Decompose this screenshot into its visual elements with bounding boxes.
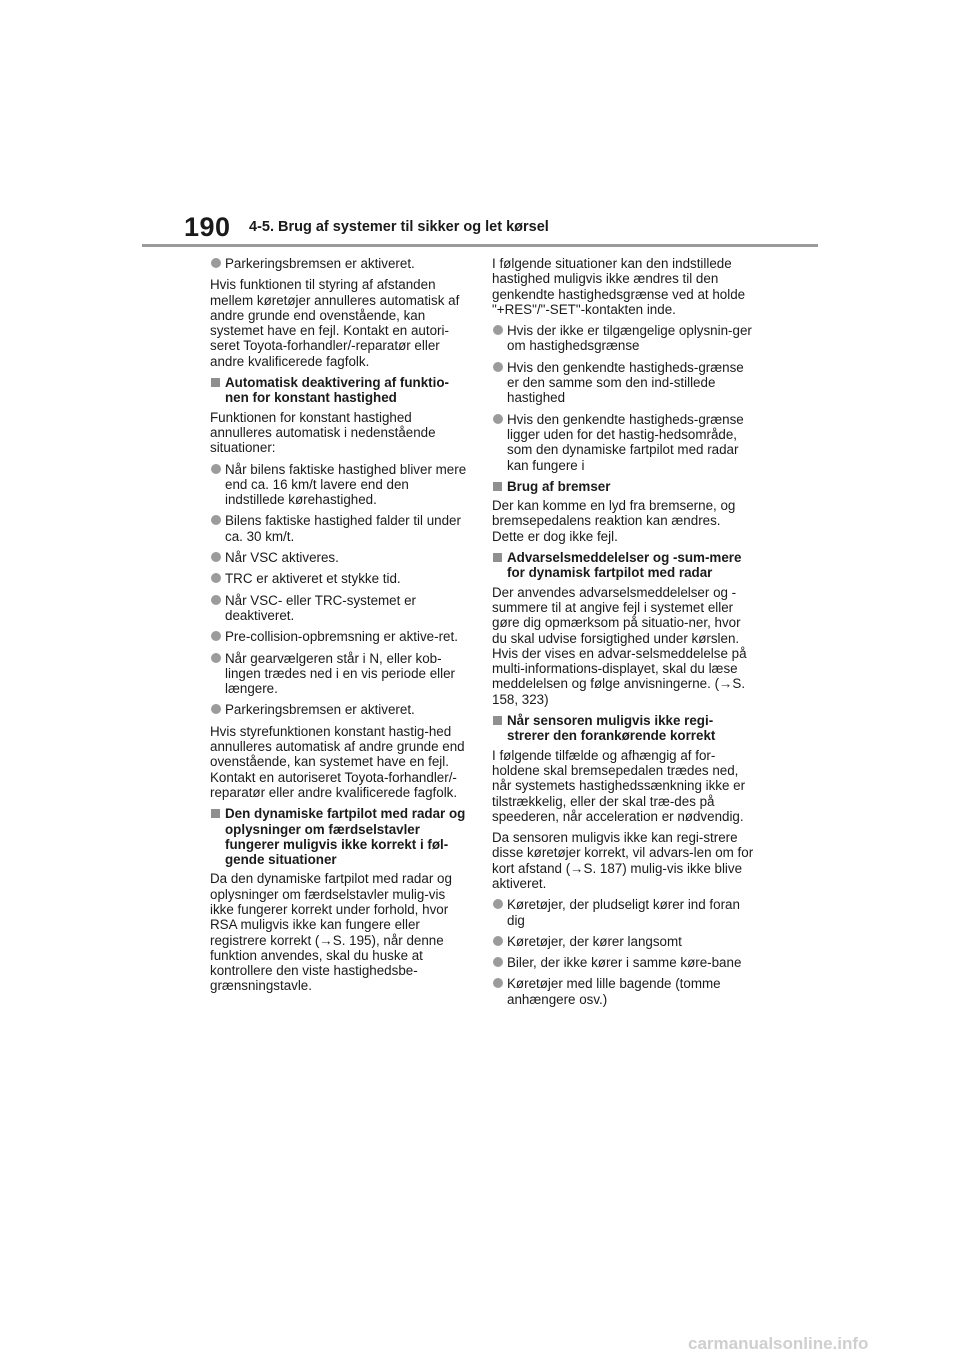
bullet-dot-icon: [493, 362, 503, 372]
bullet-text: Køretøjer, der pludseligt kører ind foran dig: [507, 897, 740, 928]
paragraph: [492, 256, 754, 317]
bullet-dot-icon: [493, 414, 503, 424]
bullet-text: Køretøjer, der kører langsomt: [507, 933, 682, 949]
bullet-dot-icon: [493, 936, 503, 946]
section-heading: [492, 479, 754, 494]
chapter-title: 4-5. Brug af systemer til sikker og let kørsel: [249, 219, 549, 235]
bullet-dot-icon: [211, 704, 221, 714]
right-column: [492, 256, 754, 1013]
bullet-item: [210, 462, 468, 508]
paragraph-text: Der anvendes advarselsmeddelelser og -summere til at angive fejl i systemet eller gøre dig opmærksom på situatio-ner, hvor du skal udvise forsigtighed under kørslen. Hvis der vises en advar-selsmeddelelse på multi-informations-displayet, skal du læse meddelelsen og følge anvisningerne. (→S. 158, 323): [492, 584, 747, 707]
bullet-text: Hvis den genkendte hastigheds-grænse ligger uden for det hastig-hedsområde, som den dynamiske fartpilot med radar kan fungere i: [507, 411, 744, 473]
watermark: carmanualsonline.info: [688, 1334, 869, 1353]
paragraph: [210, 277, 468, 369]
bullet-item: [210, 702, 468, 717]
bullet-dot-icon: [211, 595, 221, 605]
bullet-dot-icon: [211, 515, 221, 525]
paragraph-text: Der kan komme en lyd fra bremserne, og bremsepedalens reaktion kan ændres. Dette er dog ikke fejl.: [492, 498, 736, 544]
paragraph: [210, 410, 468, 456]
left-column: [210, 256, 468, 1000]
bullet-dot-icon: [493, 957, 503, 967]
bullet-text: Hvis der ikke er tilgængelige oplysnin-ger om hastighedsgrænse: [507, 323, 752, 354]
bullet-dot-icon: [211, 573, 221, 583]
bullet-dot-icon: [211, 464, 221, 474]
section-heading: [210, 806, 468, 867]
header-rule: [142, 244, 818, 247]
paragraph-text: Funktionen for konstant hastighed annulleres automatisk i nedenstående situationer:: [210, 409, 436, 456]
heading-text: Automatisk deaktivering af funktio-nen for konstant hastighed: [225, 375, 449, 406]
bullet-item: [210, 629, 468, 644]
bullet-item: [210, 550, 468, 565]
heading-text: Advarselsmeddelelser og -sum-mere for dynamisk fartpilot med radar: [507, 550, 742, 581]
bullet-text: Når gearvælgeren står i N, eller kob-lingen trædes ned i en vis periode eller længere.: [225, 650, 456, 697]
bullet-text: Parkeringsbremsen er aktiveret.: [225, 256, 415, 271]
heading-text: Den dynamiske fartpilot med radar og oplysninger om færdselstavler fungerer muligvis ikke korrekt i føl-gende situationer: [225, 806, 466, 868]
square-marker-icon: [493, 482, 502, 491]
bullet-item: [210, 651, 468, 697]
bullet-dot-icon: [211, 631, 221, 641]
bullet-item: [492, 323, 754, 354]
paragraph: [210, 871, 468, 993]
section-heading: [210, 375, 468, 406]
bullet-text: Når bilens faktiske hastighed bliver mere end ca. 16 km/t lavere end den indstillede kørehastighed.: [225, 461, 467, 508]
heading-text: Brug af bremser: [507, 478, 611, 494]
bullet-item: [210, 571, 468, 586]
paragraph-text: Hvis styrefunktionen konstant hastig-hed annulleres automatisk af andre grunde end ovenstående, kan systemet have en fejl. Kontakt en autoriseret Toyota-forhandler/-reparatør eller andre kvalificerede fagfolk.: [210, 723, 465, 800]
paragraph: [492, 748, 754, 824]
bullet-text: Hvis den genkendte hastigheds-grænse er den samme som den ind-stillede hastighed: [507, 359, 744, 406]
paragraph: [492, 585, 754, 707]
bullet-item: [492, 360, 754, 406]
square-marker-icon: [493, 553, 502, 562]
page-header: [0, 0, 960, 250]
paragraph-text: I følgende situationer kan den indstillede hastighed muligvis ikke ændres til den genkendte hastighedsgrænse ved at holde "+RES"/"-SET"-kontakten inde.: [492, 256, 746, 317]
bullet-text: Når VSC aktiveres.: [225, 550, 339, 566]
bullet-dot-icon: [493, 978, 503, 988]
bullet-dot-icon: [211, 258, 221, 268]
paragraph-text: Da den dynamiske fartpilot med radar og oplysninger om færdselstavler mulig-vis ikke fungerer korrekt under forhold, hvor RSA muligvis ikke kan fungere eller registrere korrekt (→S. 195), når denne funktion anvendes, skal du huske at kontrollere den viste hastighedsbe-grænsningstavle.: [210, 871, 452, 994]
bullet-item: [492, 976, 754, 1007]
paragraph: [492, 830, 754, 891]
square-marker-icon: [493, 716, 502, 725]
section-heading: [492, 550, 754, 581]
bullet-item: [492, 955, 754, 970]
bullet-dot-icon: [211, 552, 221, 562]
paragraph: [492, 498, 754, 544]
bullet-item: [210, 513, 468, 544]
bullet-item: [210, 593, 468, 624]
section-heading: [492, 713, 754, 744]
paragraph-text: Hvis funktionen til styring af afstanden mellem køretøjer annulleres automatisk af andre grunde end ovenstående, kan systemet have en fejl. Kontakt en autori-seret Toyota-forhandler/-reparatør eller andre kvalificerede fagfolk.: [210, 277, 460, 369]
bullet-dot-icon: [211, 653, 221, 663]
bullet-item: [492, 934, 754, 949]
paragraph-text: Da sensoren muligvis ikke kan regi-strere disse køretøjer korrekt, vil advars-len om for kort afstand (→S. 187) mulig-vis ikke blive aktiveret.: [492, 830, 754, 891]
bullet-text: Køretøjer med lille bagende (tomme anhængere osv.): [507, 976, 721, 1007]
bullet-text: Bilens faktiske hastighed falder til under ca. 30 km/t.: [225, 513, 461, 544]
bullet-dot-icon: [493, 325, 503, 335]
bullet-item: [492, 412, 754, 473]
bullet-text: Når VSC- eller TRC-systemet er deaktiveret.: [225, 592, 416, 623]
bullet-text: Pre-collision-opbremsning er aktive-ret.: [225, 629, 458, 645]
paragraph: [210, 724, 468, 800]
bullet-text: TRC er aktiveret et stykke tid.: [225, 571, 401, 587]
page-number: 190: [184, 212, 231, 242]
bullet-dot-icon: [493, 899, 503, 909]
heading-text: Når sensoren muligvis ikke regi-strerer den forankørende korrekt: [507, 713, 716, 744]
paragraph-text: I følgende tilfælde og afhængig af for-holdene skal bremsepedalen trædes ned, når systemets hastighedssænkning ikke er tilstrækkelig, eller der skal træ-des på speederen, når acceleration er nødvendig.: [492, 747, 746, 824]
bullet-text: Biler, der ikke kører i samme køre-bane: [507, 955, 742, 971]
bullet-item: [210, 256, 468, 271]
square-marker-icon: [211, 378, 220, 387]
bullet-text: Parkeringsbremsen er aktiveret.: [225, 702, 415, 718]
square-marker-icon: [211, 809, 220, 818]
bullet-item: [492, 897, 754, 928]
